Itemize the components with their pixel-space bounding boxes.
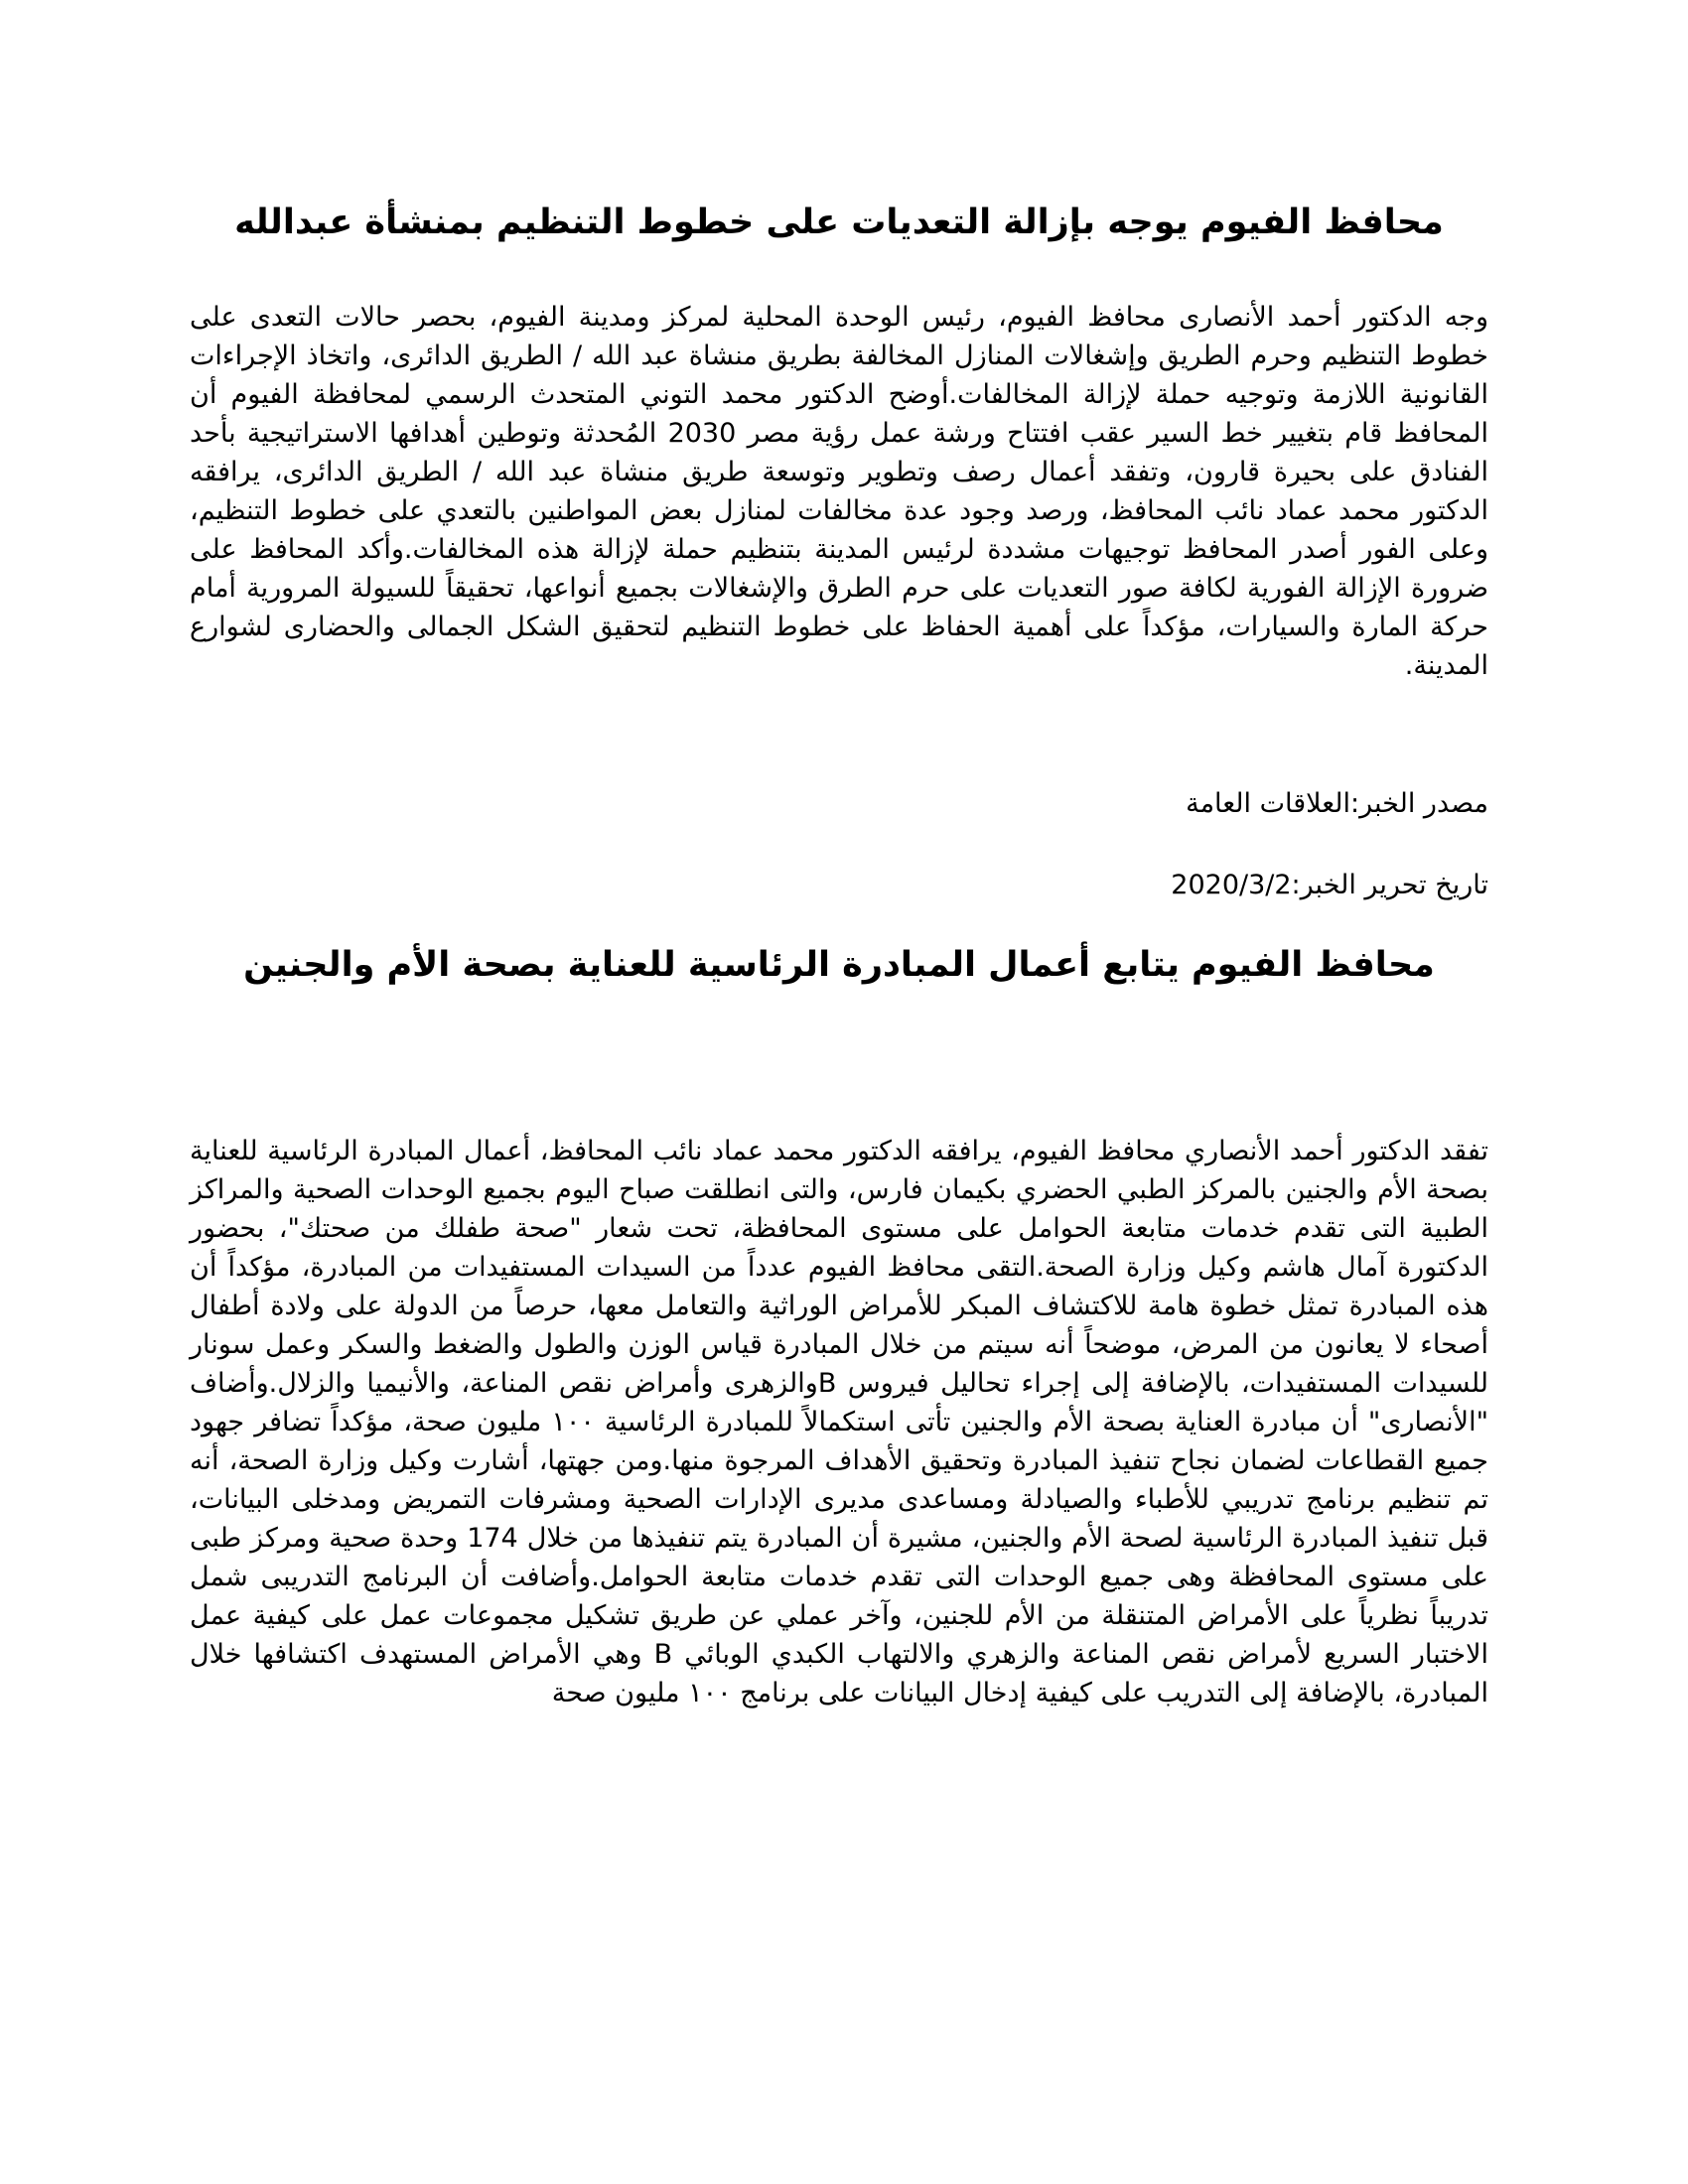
article-1-body: وجه الدكتور أحمد الأنصارى محافظ الفيوم، رئيس الوحدة المحلية لمركز ومدينة الفيوم، بحصر حالات التعدى على خطوط التنظيم وحرم الطريق وإشغالات المنازل المخالفة بطريق منشاة عبد الله / الطريق الدائرى، واتخاذ الإجراءات القانونية اللازمة وتوجيه حملة لإزالة المخالفات.أوضح الدكتور محمد التوني المتحدث الرسمي لمحافظة الفيوم أن المحافظ قام بتغيير خط السير عقب افتتاح ورشة عمل رؤية مصر 2030 المُحدثة وتوطين أهدافها الاستراتيجية بأحد الفنادق على بحيرة قارون، وتفقد أعمال رصف وتطوير وتوسعة طريق منشاة عبد الله / الطريق الدائرى، يرافقه الدكتور محمد عماد نائب المحافظ، ورصد وجود عدة مخالفات لمنازل بعض المواطنين بالتعدي على خطوط التنظيم، وعلى الفور أصدر المحافظ توجيهات مشددة لرئيس المدينة بتنظيم حملة لإزالة هذه المخالفات.وأكد المحافظ على ضرورة الإزالة الفورية لكافة صور التعديات على حرم الطرق والإشغالات بجميع أنواعها، تحقيقاً للسيولة المرورية أمام حركة المارة والسيارات، مؤكداً على أهمية الحفاظ على خطوط التنظيم لتحقيق الشكل الجمالى والحضارى لشوارع المدينة. — [190, 302, 1489, 681]
article-2-headline: محافظ الفيوم يتابع أعمال المبادرة الرئاسية للعناية بصحة الأم والجنين — [243, 945, 1435, 985]
article-1-source: مصدر الخبر:العلاقات العامة — [1186, 788, 1488, 819]
article-2-body: تفقد الدكتور أحمد الأنصاري محافظ الفيوم، يرافقه الدكتور محمد عماد نائب المحافظ، أعمال المبادرة الرئاسية للعناية بصحة الأم والجنين بالمركز الطبي الحضري بكيمان فارس، والتى انطلقت صباح اليوم بجميع الوحدات الصحية والمراكز الطبية التى تقدم خدمات متابعة الحوامل على مستوى المحافظة، تحت شعار "صحة طفلك من صحتك"، بحضور الدكتورة آمال هاشم وكيل وزارة الصحة.التقى محافظ الفيوم عدداً من السيدات المستفيدات من المبادرة، مؤكداً أن هذه المبادرة تمثل خطوة هامة للاكتشاف المبكر للأمراض الوراثية والتعامل معها، حرصاً من الدولة على ولادة أطفال أصحاء لا يعانون من المرض، موضحاً أنه سيتم من خلال المبادرة قياس الوزن والطول والضغط والسكر وعمل سونار للسيدات المستفيدات، بالإضافة إلى إجراء تحاليل فيروس Bوالزهرى وأمراض نقص المناعة، والأنيميا والزلال.وأضاف "الأنصارى" أن مبادرة العناية بصحة الأم والجنين تأتى استكمالاً للمبادرة الرئاسية ١٠٠ مليون صحة، مؤكداً تضافر جهود جميع القطاعات لضمان نجاح تنفيذ المبادرة وتحقيق الأهداف المرجوة منها.ومن جهتها، أشارت وكيل وزارة الصحة، أنه تم تنظيم برنامج تدريبي للأطباء والصيادلة ومساعدى مديرى الإدارات الصحية ومشرفات التمريض ومدخلى البيانات، قبل تنفيذ المبادرة الرئاسية لصحة الأم والجنين، مشيرة أن المبادرة يتم تنفيذها من خلال 174 وحدة صحية ومركز طبى على مستوى المحافظة وهى جميع الوحدات التى تقدم خدمات متابعة الحوامل.وأضافت أن البرنامج التدريبى شمل تدريباً نظرياً على الأمراض المتنقلة من الأم للجنين، وآخر عملي عن طريق تشكيل مجموعات عمل على كيفية عمل الاختبار السريع لأمراض نقص المناعة والزهري والالتهاب الكبدي الوبائي B وهي الأمراض المستهدف اكتشافها خلال المبادرة، بالإضافة إلى التدريب على كيفية إدخال البيانات على برنامج ١٠٠ مليون صحة — [190, 1136, 1489, 1708]
article-1-date: تاريخ تحرير الخبر:2020/3/2 — [1171, 870, 1488, 900]
article-1-headline: محافظ الفيوم يوجه بإزالة التعديات على خطوط التنظيم بمنشأة عبدالله — [234, 203, 1444, 242]
